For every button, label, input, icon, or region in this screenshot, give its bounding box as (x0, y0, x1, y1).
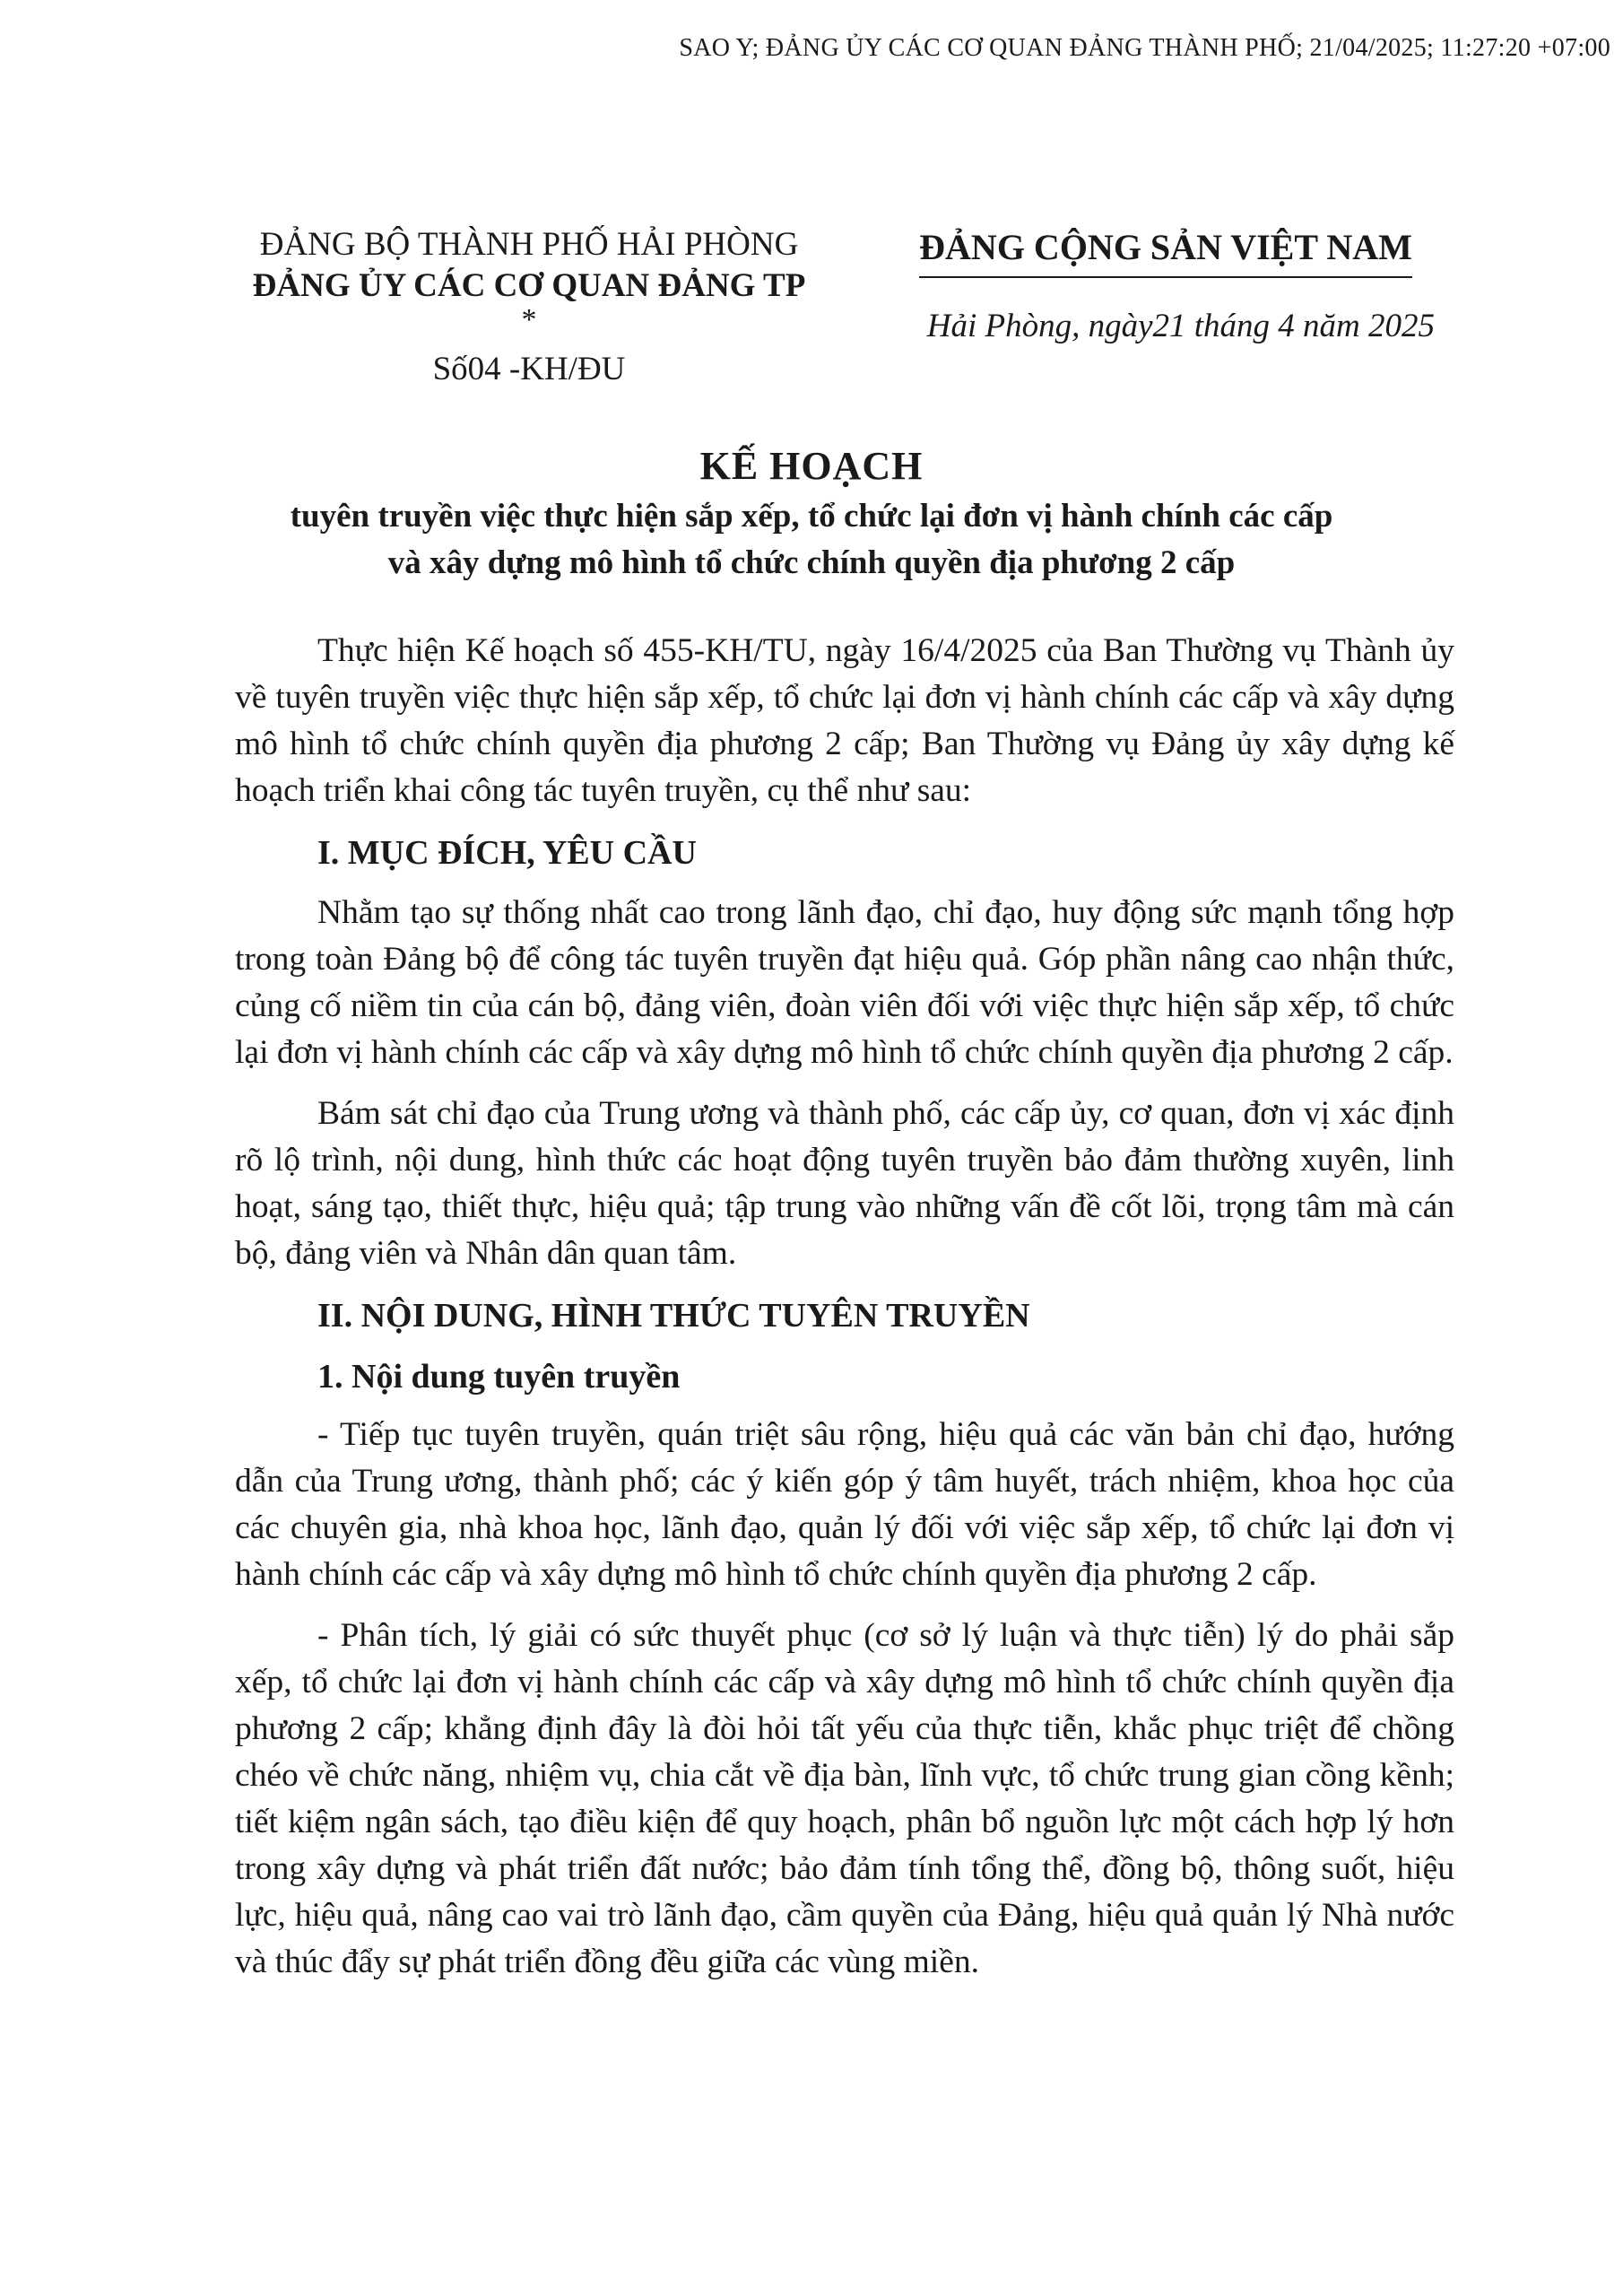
party-name: ĐẢNG CỘNG SẢN VIỆT NAM (919, 224, 1412, 278)
section-1-paragraph-1: Nhằm tạo sự thống nhất cao trong lãnh đạo, chỉ đạo, huy động sức mạnh tổng hợp trong toàn Đảng bộ để công tác tuyên truyền đạt hiệu quả. Góp phần nâng cao nhận thức, củng cố niềm tin của cán bộ, đảng viên, đoàn viên đối với việc thực hiện sắp xếp, tổ chức lại đơn vị hành chính các cấp và xây dựng mô hình tổ chức chính quyền địa phương 2 cấp. (235, 894, 1454, 1071)
section-2-paragraph-2: - Phân tích, lý giải có sức thuyết phục (cơ sở lý luận và thực tiễn) lý do phải sắp xếp, tổ chức lại đơn vị hành chính các cấp và xây dựng mô hình tổ chức chính quyền địa phương 2 cấp; khẳng định đây là đòi hỏi tất yếu của thực tiễn, khắc phục triệt để chồng chéo về chức năng, nhiệm vụ, chia cắt về địa bàn, lĩnh vực, tổ chức trung gian cồng kềnh; tiết kiệm ngân sách, tạo điều kiện để quy hoạch, phân bổ nguồn lực một cách hợp lý hơn trong xây dựng và phát triển đất nước; bảo đảm tính tổng thể, đồng bộ, thông suốt, hiệu lực, hiệu quả, nâng cao vai trò lãnh đạo, cầm quyền của Đảng, hiệu quả quản lý Nhà nước và thúc đẩy sự phát triển đồng đều giữa các vùng miền. (235, 1617, 1454, 1980)
document-number: Số04 -KH/ĐU (432, 351, 626, 387)
place-and-date: Hải Phòng, ngày21 tháng 4 năm 2025 (926, 308, 1435, 344)
document-subtitle-line-1: tuyên truyền việc thực hiện sắp xếp, tổ chức lại đơn vị hành chính các cấp (290, 498, 1333, 535)
parent-organization: ĐẢNG BỘ THÀNH PHỐ HẢI PHÒNG (259, 226, 799, 263)
section-2-paragraph-1: - Tiếp tục tuyên truyền, quán triệt sâu rộng, hiệu quả các văn bản chỉ đạo, hướng dẫn của Trung ương, thành phố; các ý kiến góp ý tâm huyết, trách nhiệm, khoa học của các chuyên gia, nhà khoa học, lãnh đạo, quản lý đối với việc sắp xếp, tổ chức lại đơn vị hành chính các cấp và xây dựng mô hình tổ chức chính quyền địa phương 2 cấp. (235, 1416, 1454, 1593)
issuing-organization: ĐẢNG ỦY CÁC CƠ QUAN ĐẢNG TP (252, 267, 806, 304)
issuing-agency-block (215, 224, 843, 393)
star-separator: * (521, 303, 537, 336)
document-type: KẾ HOẠCH (699, 444, 924, 488)
section-2-heading: II. NỘI DUNG, HÌNH THỨC TUYÊN TRUYỀN (317, 1297, 1030, 1335)
intro-paragraph: Thực hiện Kế hoạch số 455-KH/TU, ngày 16/4/2025 của Ban Thường vụ Thành ủy về tuyên truyền việc thực hiện sắp xếp, tổ chức lại đơn vị hành chính các cấp và xây dựng mô hình tổ chức chính quyền địa phương 2 cấp; Ban Thường vụ Đảng ủy xây dựng kế hoạch triển khai công tác tuyên truyền, cụ thể như sau: (235, 632, 1454, 809)
document-subtitle-line-2: và xây dựng mô hình tổ chức chính quyền địa phương 2 cấp (387, 544, 1236, 581)
document-title-block (0, 439, 1623, 587)
section-2-subheading-1: 1. Nội dung tuyên truyền (317, 1358, 681, 1396)
national-motto-block (879, 224, 1453, 345)
document-header (0, 224, 1623, 404)
section-1-heading: I. MỤC ĐÍCH, YÊU CẦU (317, 834, 697, 872)
section-1-paragraph-2: Bám sát chỉ đạo của Trung ương và thành phố, các cấp ủy, cơ quan, đơn vị xác định rõ lộ trình, nội dung, hình thức các hoạt động tuyên truyền bảo đảm thường xuyên, linh hoạt, sáng tạo, thiết thực, hiệu quả; tập trung vào những vấn đề cốt lõi, trọng tâm mà cán bộ, đảng viên và Nhân dân quan tâm. (235, 1095, 1454, 1272)
document-body (235, 628, 1454, 2000)
digital-copy-stamp: SAO Y; ĐẢNG ỦY CÁC CƠ QUAN ĐẢNG THÀNH PHỐ; 21/04/2025; 11:27:20 +07:00 (679, 34, 1610, 62)
